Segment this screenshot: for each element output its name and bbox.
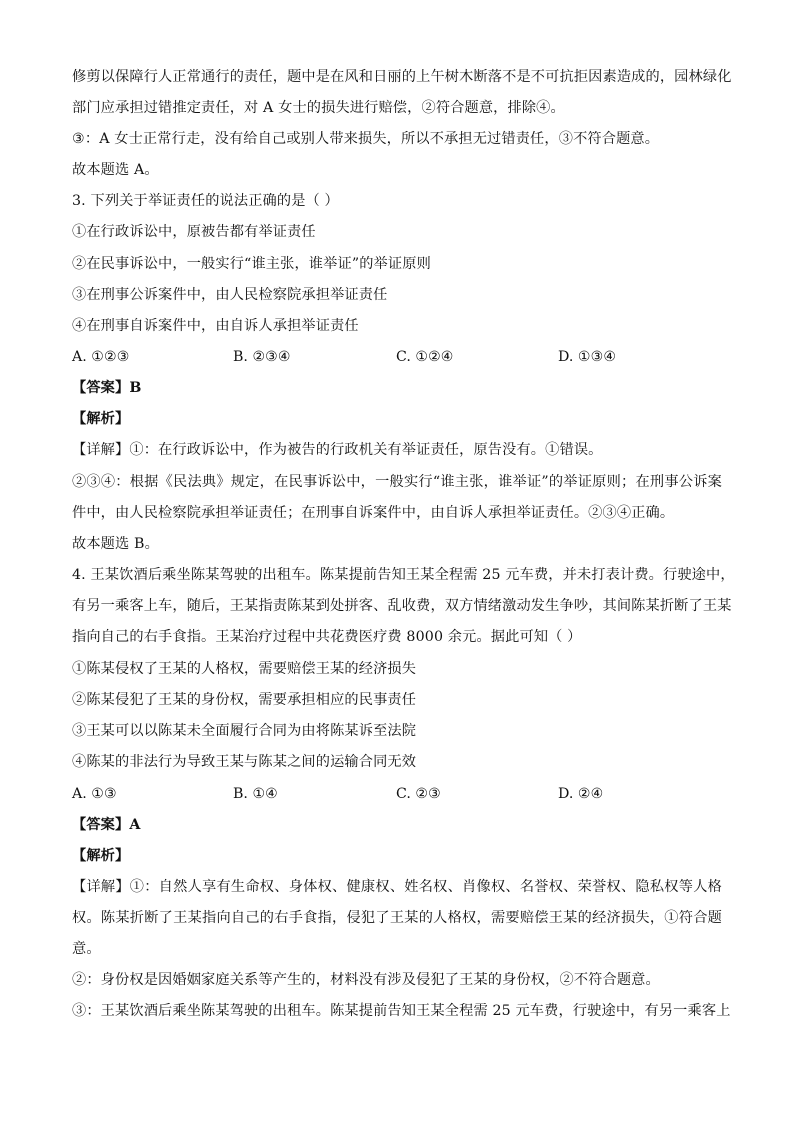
- q4-detail-line-2: 权。陈某折断了王某指向自己的右手食指，侵犯了王某的人格权，需要赔偿王某的经济损失，①符合题: [72, 910, 722, 926]
- q4-option-a: A. ①③: [72, 786, 117, 802]
- q3-stem: 3. 下列关于举证责任的说法正确的是（ ）: [72, 193, 339, 209]
- q3-detail-line-1: 【详解】①：在行政诉讼中，作为被告的行政机关有举证责任，原告没有。①错误。: [72, 442, 603, 458]
- q3-item-2: ②在民事诉讼中，一般实行“谁主张，谁举证”的举证原则: [72, 256, 431, 272]
- q3-option-d: D. ①③④: [558, 349, 617, 365]
- q4-item-3: ③王某可以以陈某未全面履行合同为由将陈某诉至法院: [72, 723, 417, 739]
- q3-item-1: ①在行政诉讼中，原被告都有举证责任: [72, 224, 316, 240]
- q4-detail-line-1: 【详解】①：自然人享有生命权、身体权、健康权、姓名权、肖像权、名誉权、荣誉权、隐私权等人格: [72, 879, 722, 895]
- q4-stem-line-2: 有另一乘客上车，随后，王某指责陈某到处拼客、乱收费，双方情绪激动发生争吵，其间陈某折断了王某: [72, 598, 732, 614]
- q4-option-c: C. ②③: [396, 786, 441, 802]
- q3-conclusion: 故本题选 B。: [72, 536, 159, 552]
- q3-option-a: A. ①②③: [72, 349, 130, 365]
- q4-detail-line-5: ③：王某饮酒后乘坐陈某驾驶的出租车。陈某提前告知王某全程需 25 元车费，行驶途中，有另一乘客上: [72, 1003, 731, 1019]
- q3-answer: 【答案】B: [72, 380, 142, 396]
- continuation-line-3: ③：A 女士正常行走，没有给自己或别人带来损失，所以不承担无过错责任，③不符合题意。: [72, 131, 660, 147]
- q4-item-4: ④陈某的非法行为导致王某与陈某之间的运输合同无效: [72, 754, 417, 770]
- q4-item-1: ①陈某侵权了王某的人格权，需要赔偿王某的经济损失: [72, 661, 417, 677]
- q3-detail-line-2: ②③④：根据《民法典》规定，在民事诉讼中，一般实行“谁主张，谁举证”的举证原则；在刑事公诉案: [72, 474, 722, 490]
- q3-option-c: C. ①②④: [396, 349, 454, 365]
- q4-stem-line-1: 4. 王某饮酒后乘坐陈某驾驶的出租车。陈某提前告知王某全程需 25 元车费，并未打表计费。行驶途中，: [72, 567, 735, 583]
- continuation-line-2: 部门应承担过错推定责任，对 A 女士的损失进行赔偿，②符合题意，排除④。: [72, 100, 565, 116]
- q4-answer: 【答案】A: [72, 817, 141, 833]
- continuation-line-1: 修剪以保障行人正常通行的责任，题中是在风和日丽的上午树木断落不是不可抗拒因素造成的，园林绿化: [72, 69, 732, 85]
- q4-stem-line-3: 指向自己的右手食指。王某治疗过程中共花费医疗费 8000 余元。据此可知（ ）: [72, 629, 582, 645]
- q3-item-3: ③在刑事公诉案件中，由人民检察院承担举证责任: [72, 287, 388, 303]
- continuation-conclusion: 故本题选 A。: [72, 162, 159, 178]
- q4-analysis-heading: 【解析】: [72, 848, 130, 864]
- q4-option-d: D. ②④: [558, 786, 604, 802]
- q3-option-b: B. ②③④: [233, 349, 291, 365]
- q3-detail-line-3: 件中，由人民检察院承担举证责任；在刑事自诉案件中，由自诉人承担举证责任。②③④正确。: [72, 505, 675, 521]
- q3-analysis-heading: 【解析】: [72, 411, 130, 427]
- q4-item-2: ②陈某侵犯了王某的身份权，需要承担相应的民事责任: [72, 692, 417, 708]
- q4-detail-line-3: 意。: [72, 941, 101, 957]
- q4-option-b: B. ①④: [233, 786, 278, 802]
- q3-item-4: ④在刑事自诉案件中，由自诉人承担举证责任: [72, 318, 359, 334]
- q4-detail-line-4: ②：身份权是因婚姻家庭关系等产生的，材料没有涉及侵犯了王某的身份权，②不符合题意。: [72, 972, 660, 988]
